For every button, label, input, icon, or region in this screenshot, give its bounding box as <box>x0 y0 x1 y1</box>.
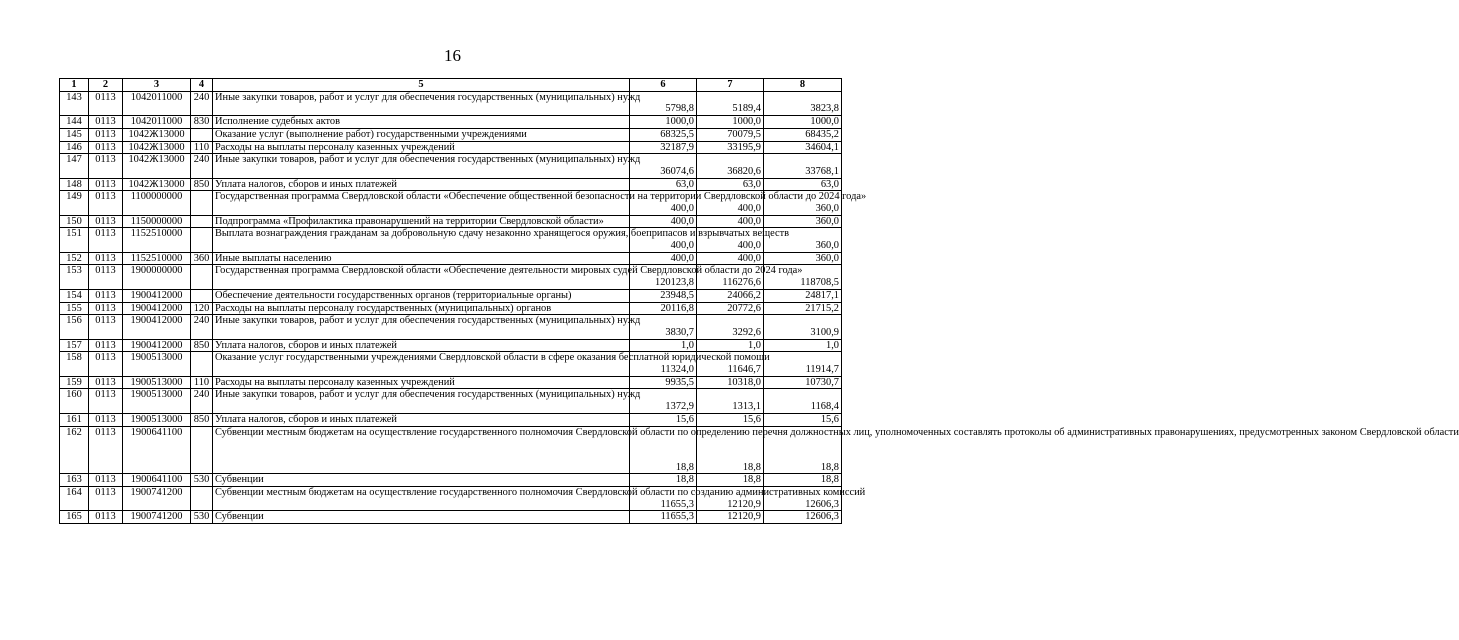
amount-col-7: 1313,1 <box>697 389 764 413</box>
target-article-code: 1900412000 <box>123 315 191 339</box>
target-article-code: 1042Ж13000 <box>123 154 191 178</box>
table-row <box>60 487 842 511</box>
item-description: Расходы на выплаты персоналу казенных учреждений <box>213 141 630 154</box>
row-number: 162 <box>60 426 89 474</box>
amount-col-7: 5189,4 <box>697 91 764 115</box>
table-row <box>60 215 842 228</box>
amount-col-6: 400,0 <box>630 252 697 265</box>
amount-col-8: 21715,2 <box>764 302 842 315</box>
item-description: Выплата вознаграждения гражданам за добровольную сдачу незаконно хранящегося оружия, боеприпасов и взрывчатых веществ <box>213 228 630 252</box>
table-row <box>60 91 842 115</box>
column-header: 3 <box>123 79 191 92</box>
amount-col-8: 1168,4 <box>764 389 842 413</box>
column-header: 6 <box>630 79 697 92</box>
row-number: 155 <box>60 302 89 315</box>
table-row <box>60 116 842 129</box>
table-row <box>60 191 842 215</box>
table-row <box>60 252 842 265</box>
expense-type-code: 850 <box>191 413 213 426</box>
amount-col-8: 10730,7 <box>764 376 842 389</box>
section-code: 0113 <box>89 191 123 215</box>
target-article-code: 1900412000 <box>123 339 191 352</box>
table-row <box>60 511 842 524</box>
expense-type-code: 240 <box>191 315 213 339</box>
target-article-code: 1152510000 <box>123 228 191 252</box>
amount-col-6: 18,8 <box>630 474 697 487</box>
amount-col-8: 1000,0 <box>764 116 842 129</box>
amount-col-7: 63,0 <box>697 178 764 191</box>
expense-type-code: 360 <box>191 252 213 265</box>
expense-type-code <box>191 426 213 474</box>
section-code: 0113 <box>89 389 123 413</box>
row-number: 153 <box>60 265 89 289</box>
amount-col-6: 400,0 <box>630 191 697 215</box>
amount-col-6: 32187,9 <box>630 141 697 154</box>
amount-col-8: 18,8 <box>764 426 842 474</box>
section-code: 0113 <box>89 215 123 228</box>
section-code: 0113 <box>89 487 123 511</box>
row-number: 151 <box>60 228 89 252</box>
item-description: Обеспечение деятельности государственных органов (территориальные органы) <box>213 289 630 302</box>
section-code: 0113 <box>89 315 123 339</box>
row-number: 149 <box>60 191 89 215</box>
amount-col-6: 3830,7 <box>630 315 697 339</box>
section-code: 0113 <box>89 91 123 115</box>
target-article-code: 1152510000 <box>123 252 191 265</box>
row-number: 145 <box>60 128 89 141</box>
amount-col-8: 3823,8 <box>764 91 842 115</box>
target-article-code: 1900412000 <box>123 289 191 302</box>
expense-type-code: 530 <box>191 474 213 487</box>
item-description: Государственная программа Свердловской области «Обеспечение общественной безопасности на территории Свердловской области до 2024 года» <box>213 191 630 215</box>
amount-col-7: 10318,0 <box>697 376 764 389</box>
table-row <box>60 154 842 178</box>
target-article-code: 1900513000 <box>123 376 191 389</box>
row-number: 143 <box>60 91 89 115</box>
amount-col-6: 15,6 <box>630 413 697 426</box>
table-row <box>60 474 842 487</box>
column-header: 5 <box>213 79 630 92</box>
target-article-code: 1900513000 <box>123 413 191 426</box>
target-article-code: 1042Ж13000 <box>123 128 191 141</box>
amount-col-7: 400,0 <box>697 228 764 252</box>
section-code: 0113 <box>89 265 123 289</box>
target-article-code: 1900513000 <box>123 389 191 413</box>
target-article-code: 1100000000 <box>123 191 191 215</box>
table-row <box>60 376 842 389</box>
item-description: Субвенции <box>213 474 630 487</box>
amount-col-8: 360,0 <box>764 215 842 228</box>
table-row <box>60 315 842 339</box>
table-row <box>60 265 842 289</box>
item-description: Иные закупки товаров, работ и услуг для обеспечения государственных (муниципальных) нужд <box>213 154 630 178</box>
table-row <box>60 128 842 141</box>
row-number: 164 <box>60 487 89 511</box>
item-description: Иные закупки товаров, работ и услуг для обеспечения государственных (муниципальных) нужд <box>213 389 630 413</box>
expense-type-code <box>191 191 213 215</box>
amount-col-8: 1,0 <box>764 339 842 352</box>
amount-col-6: 9935,5 <box>630 376 697 389</box>
amount-col-8: 24817,1 <box>764 289 842 302</box>
expense-type-code: 240 <box>191 91 213 115</box>
item-description: Уплата налогов, сборов и иных платежей <box>213 339 630 352</box>
amount-col-6: 23948,5 <box>630 289 697 302</box>
amount-col-8: 11914,7 <box>764 352 842 376</box>
target-article-code: 1042Ж13000 <box>123 141 191 154</box>
expense-type-code: 120 <box>191 302 213 315</box>
section-code: 0113 <box>89 116 123 129</box>
section-code: 0113 <box>89 426 123 474</box>
amount-col-6: 1000,0 <box>630 116 697 129</box>
section-code: 0113 <box>89 228 123 252</box>
table-header-row <box>60 79 842 92</box>
amount-col-6: 20116,8 <box>630 302 697 315</box>
amount-col-6: 400,0 <box>630 215 697 228</box>
section-code: 0113 <box>89 128 123 141</box>
expense-type-code <box>191 352 213 376</box>
section-code: 0113 <box>89 178 123 191</box>
section-code: 0113 <box>89 511 123 524</box>
item-description: Уплата налогов, сборов и иных платежей <box>213 413 630 426</box>
section-code: 0113 <box>89 352 123 376</box>
amount-col-7: 1,0 <box>697 339 764 352</box>
target-article-code: 1042Ж13000 <box>123 178 191 191</box>
expense-type-code <box>191 265 213 289</box>
amount-col-7: 33195,9 <box>697 141 764 154</box>
amount-col-6: 11655,3 <box>630 487 697 511</box>
budget-table <box>59 78 1459 524</box>
item-description: Субвенции местным бюджетам на осуществление государственного полномочия Свердловской области по созданию административных комиссий <box>213 487 630 511</box>
amount-col-7: 20772,6 <box>697 302 764 315</box>
section-code: 0113 <box>89 154 123 178</box>
item-description: Иные выплаты населению <box>213 252 630 265</box>
amount-col-8: 12606,3 <box>764 511 842 524</box>
amount-col-8: 68435,2 <box>764 128 842 141</box>
row-number: 146 <box>60 141 89 154</box>
item-description: Расходы на выплаты персоналу государственных (муниципальных) органов <box>213 302 630 315</box>
page-number: 16 <box>444 46 461 65</box>
amount-col-7: 18,8 <box>697 426 764 474</box>
item-description: Иные закупки товаров, работ и услуг для обеспечения государственных (муниципальных) нужд <box>213 91 630 115</box>
amount-col-6: 120123,8 <box>630 265 697 289</box>
target-article-code: 1900741200 <box>123 487 191 511</box>
expense-type-code <box>191 289 213 302</box>
item-description: Уплата налогов, сборов и иных платежей <box>213 178 630 191</box>
section-code: 0113 <box>89 376 123 389</box>
item-description: Оказание услуг (выполнение работ) государственными учреждениями <box>213 128 630 141</box>
amount-col-8: 34604,1 <box>764 141 842 154</box>
table-row <box>60 339 842 352</box>
amount-col-7: 3292,6 <box>697 315 764 339</box>
amount-col-8: 33768,1 <box>764 154 842 178</box>
section-code: 0113 <box>89 302 123 315</box>
amount-col-7: 18,8 <box>697 474 764 487</box>
amount-col-7: 12120,9 <box>697 511 764 524</box>
row-number: 152 <box>60 252 89 265</box>
expense-type-code <box>191 487 213 511</box>
item-description: Государственная программа Свердловской области «Обеспечение деятельности мировых судей Свердловской области до 2024 года» <box>213 265 630 289</box>
row-number: 147 <box>60 154 89 178</box>
item-description: Оказание услуг государственными учреждениями Свердловской области в сфере оказания бесплатной юридической помощи <box>213 352 630 376</box>
expense-type-code: 240 <box>191 154 213 178</box>
column-header: 2 <box>89 79 123 92</box>
table-row <box>60 178 842 191</box>
amount-col-7: 70079,5 <box>697 128 764 141</box>
target-article-code: 1900000000 <box>123 265 191 289</box>
amount-col-8: 63,0 <box>764 178 842 191</box>
target-article-code: 1900412000 <box>123 302 191 315</box>
amount-col-6: 36074,6 <box>630 154 697 178</box>
expense-type-code <box>191 228 213 252</box>
row-number: 163 <box>60 474 89 487</box>
expense-type-code: 850 <box>191 339 213 352</box>
amount-col-8: 3100,9 <box>764 315 842 339</box>
table-row <box>60 413 842 426</box>
row-number: 159 <box>60 376 89 389</box>
row-number: 165 <box>60 511 89 524</box>
target-article-code: 1042011000 <box>123 91 191 115</box>
expense-type-code <box>191 128 213 141</box>
section-code: 0113 <box>89 413 123 426</box>
table-row <box>60 302 842 315</box>
amount-col-8: 360,0 <box>764 228 842 252</box>
amount-col-7: 1000,0 <box>697 116 764 129</box>
table-row <box>60 228 842 252</box>
amount-col-7: 400,0 <box>697 252 764 265</box>
row-number: 161 <box>60 413 89 426</box>
column-header: 7 <box>697 79 764 92</box>
table-row <box>60 289 842 302</box>
item-description: Иные закупки товаров, работ и услуг для обеспечения государственных (муниципальных) нужд <box>213 315 630 339</box>
expense-type-code: 830 <box>191 116 213 129</box>
section-code: 0113 <box>89 339 123 352</box>
target-article-code: 1900641100 <box>123 426 191 474</box>
column-header: 8 <box>764 79 842 92</box>
expense-type-code: 850 <box>191 178 213 191</box>
amount-col-8: 12606,3 <box>764 487 842 511</box>
item-description: Исполнение судебных актов <box>213 116 630 129</box>
amount-col-7: 24066,2 <box>697 289 764 302</box>
amount-col-6: 400,0 <box>630 228 697 252</box>
target-article-code: 1150000000 <box>123 215 191 228</box>
section-code: 0113 <box>89 474 123 487</box>
expense-type-code: 110 <box>191 141 213 154</box>
section-code: 0113 <box>89 289 123 302</box>
row-number: 148 <box>60 178 89 191</box>
amount-col-7: 15,6 <box>697 413 764 426</box>
column-header: 1 <box>60 79 89 92</box>
table-body <box>60 91 1459 523</box>
row-number: 160 <box>60 389 89 413</box>
amount-col-7: 116276,6 <box>697 265 764 289</box>
amount-col-6: 5798,8 <box>630 91 697 115</box>
expense-type-code: 240 <box>191 389 213 413</box>
amount-col-6: 68325,5 <box>630 128 697 141</box>
table-row <box>60 426 842 474</box>
amount-col-7: 400,0 <box>697 191 764 215</box>
item-description: Расходы на выплаты персоналу казенных учреждений <box>213 376 630 389</box>
amount-col-7: 36820,6 <box>697 154 764 178</box>
amount-col-8: 360,0 <box>764 191 842 215</box>
column-header: 4 <box>191 79 213 92</box>
amount-col-6: 18,8 <box>630 426 697 474</box>
row-number: 157 <box>60 339 89 352</box>
amount-col-7: 400,0 <box>697 215 764 228</box>
amount-col-6: 1372,9 <box>630 389 697 413</box>
amount-col-6: 63,0 <box>630 178 697 191</box>
amount-col-8: 18,8 <box>764 474 842 487</box>
amount-col-6: 11324,0 <box>630 352 697 376</box>
amount-col-6: 1,0 <box>630 339 697 352</box>
amount-col-8: 15,6 <box>764 413 842 426</box>
row-number: 150 <box>60 215 89 228</box>
section-code: 0113 <box>89 141 123 154</box>
amount-col-6: 11655,3 <box>630 511 697 524</box>
target-article-code: 1900741200 <box>123 511 191 524</box>
target-article-code: 1900513000 <box>123 352 191 376</box>
table-row <box>60 352 842 376</box>
row-number: 158 <box>60 352 89 376</box>
amount-col-8: 360,0 <box>764 252 842 265</box>
section-code: 0113 <box>89 252 123 265</box>
amount-col-8: 118708,5 <box>764 265 842 289</box>
expense-type-code: 530 <box>191 511 213 524</box>
row-number: 156 <box>60 315 89 339</box>
expense-type-code: 110 <box>191 376 213 389</box>
table-row <box>60 141 842 154</box>
amount-col-7: 11646,7 <box>697 352 764 376</box>
amount-col-7: 12120,9 <box>697 487 764 511</box>
target-article-code: 1042011000 <box>123 116 191 129</box>
row-number: 154 <box>60 289 89 302</box>
expense-type-code <box>191 215 213 228</box>
row-number: 144 <box>60 116 89 129</box>
target-article-code: 1900641100 <box>123 474 191 487</box>
table-row <box>60 389 842 413</box>
item-description: Подпрограмма «Профилактика правонарушений на территории Свердловской области» <box>213 215 630 228</box>
item-description: Субвенции <box>213 511 630 524</box>
item-description: Субвенции местным бюджетам на осуществление государственного полномочия Свердловской области по определению перечня должностных лиц, уполномоченных составлять протоколы об административных правонарушениях, предусмотренных законом Свердловской области <box>213 426 630 474</box>
